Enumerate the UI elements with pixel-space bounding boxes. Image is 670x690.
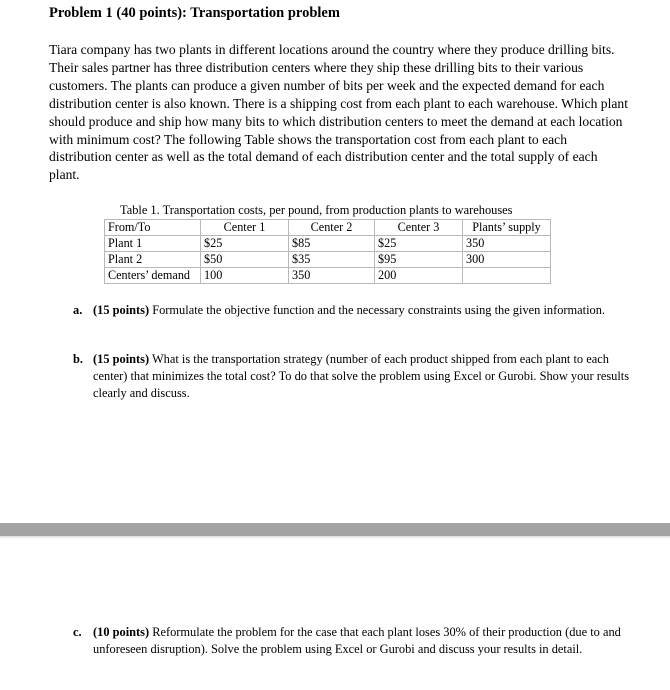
- table-header-cell: Center 2: [289, 220, 375, 236]
- table-header-cell: Plants’ supply: [463, 220, 551, 236]
- transportation-cost-table: [104, 219, 551, 284]
- table-cell: 350: [289, 268, 375, 284]
- question-c-label: c.: [73, 625, 82, 639]
- question-b-body: [93, 351, 633, 402]
- page-divider-shadow: [0, 536, 670, 539]
- table-row: [105, 252, 551, 268]
- table-cell: Centers’ demand: [105, 268, 201, 284]
- table-cell: $35: [289, 252, 375, 268]
- table-cell: 350: [463, 236, 551, 252]
- question-c: [73, 624, 633, 658]
- table-cell: 100: [201, 268, 289, 284]
- table-cell: 300: [463, 252, 551, 268]
- question-a-body: [93, 302, 633, 319]
- question-b-points: (15 points): [93, 352, 150, 366]
- question-a-text: Formulate the objective function and the necessary constraints using the given information.: [149, 303, 606, 317]
- table-cell: $50: [201, 252, 289, 268]
- question-a-points: (15 points): [93, 303, 150, 317]
- question-b-label: b.: [73, 352, 83, 366]
- table-cell: Plant 2: [105, 252, 201, 268]
- table-header-row: [105, 220, 551, 236]
- table-cell: $25: [201, 236, 289, 252]
- question-b-text: What is the transportation strategy (number of each product shipped from each plant to each center) that minimizes the total cost? To do that solve the problem using Excel or Gurobi. Show your results clearly and discuss.: [93, 352, 630, 400]
- table-header-cell: Center 3: [375, 220, 463, 236]
- table-header-cell: Center 1: [201, 220, 289, 236]
- table-caption: Table 1. Transportation costs, per pound, from production plants to warehouses: [120, 203, 513, 217]
- table-row: [105, 268, 551, 284]
- question-b: [73, 351, 633, 402]
- question-c-body: [93, 624, 633, 658]
- table-cell: $85: [289, 236, 375, 252]
- problem-intro: Tiara company has two plants in different locations around the country where they produce drilling bits. Their sales partner has three distribution centers where they ship these drilling bits to their various customers. The plants can produce a given number of bits per week and the expected demand for each distribution center is also known. There is a shipping cost from each plant to each warehouse. Which plant should produce and ship how many bits to which distribution centers to meet the demand at each location with minimum cost? The following Table shows the transportation cost from each plant to each distribution center as well as the total demand of each distribution center and the total supply of each plant.: [49, 42, 628, 183]
- page-divider: [0, 523, 670, 536]
- problem-title: Problem 1 (40 points): Transportation problem: [49, 5, 340, 21]
- question-a-label: a.: [73, 303, 83, 317]
- table-cell: Plant 1: [105, 236, 201, 252]
- table-row: [105, 236, 551, 252]
- question-c-text: Reformulate the problem for the case that each plant loses 30% of their production (due to and unforeseen disruption). Solve the problem using Excel or Gurobi and discuss your results in detail.: [93, 625, 621, 656]
- question-a: [73, 302, 633, 319]
- table-header-cell: From/To: [105, 220, 201, 236]
- table-cell: $95: [375, 252, 463, 268]
- table-cell: 200: [375, 268, 463, 284]
- table-cell: $25: [375, 236, 463, 252]
- question-c-points: (10 points): [93, 625, 150, 639]
- table-cell: [463, 268, 551, 284]
